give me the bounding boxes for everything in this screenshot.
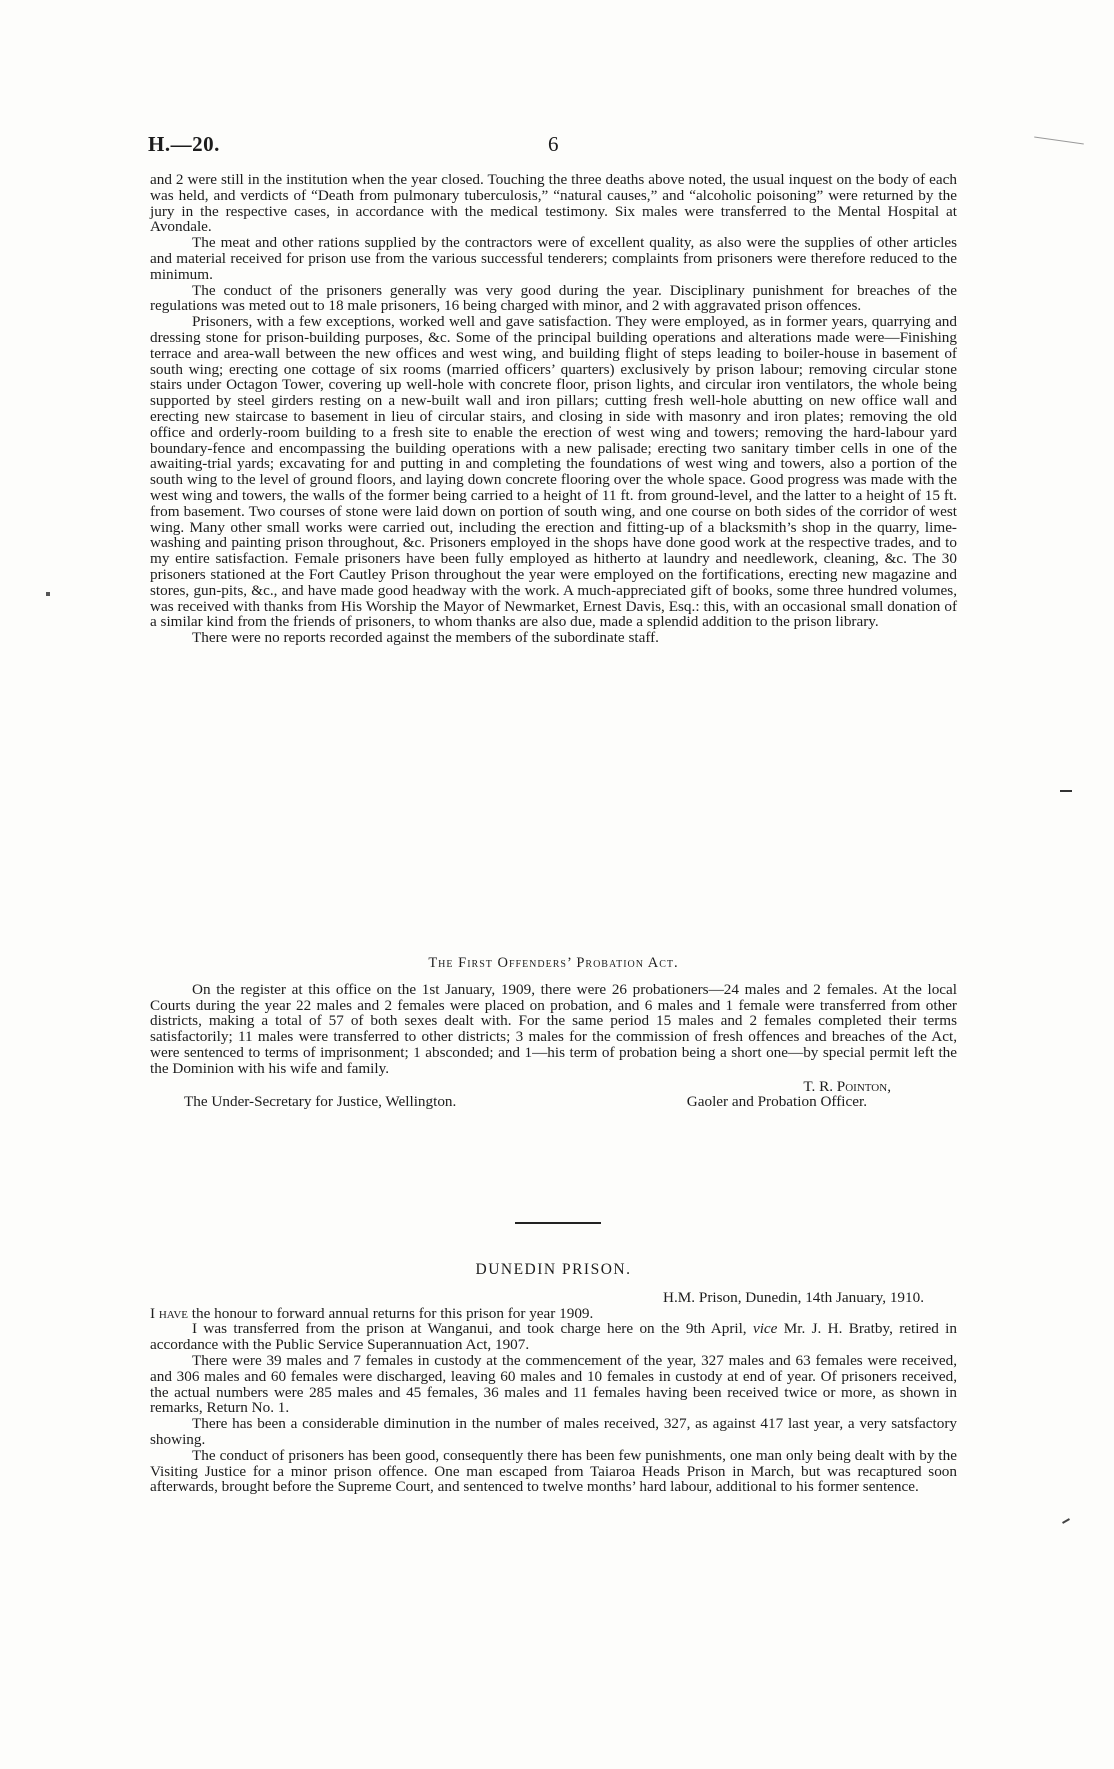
paragraph-employment: Prisoners, with a few exceptions, worked well and gave satisfaction. They were employed, as in former years, quarrying and dressing stone for prison-building purposes, &c. Some of the principal building operations and alterations made were—Finishing terrace and area-wall between the new offices and west wing, and building flight of steps leading to boiler-house in basement of south wing; erecting one cottage of six rooms (married officers’ quarters) exclusively by prison labour; removing circular stone stairs under Octagon Tower, covering up well-hole with concrete floor, prison lights, and circular iron ventilators, the whole being supported by steel girders resting on a new-built wall and iron pillars; cutting fresh well-hole abutting on new office wall and erecting new staircase to basement in lieu of circular stairs, and closing in side with masonry and iron plates; removing the old office and orderly-room building to a fresh site to enable the erection of west wing and towers; removing the hard-labour yard boundary-fence and encompassing the building operations with a new palisade; erecting two sanitary timber cells in one of the awaiting-trial yards; excavating for and putting in and completing the foundations of west wing and towers, also a portion of the south wing to the level of ground floors, and laying down concrete flooring over the whole space. Good progress was made with the west wing and towers, the walls of the former being carried to a height of 11 ft. from ground-level, and the latter to a height of 15 ft. from basement. Two courses of stone were laid down on portion of south wing, and one course on both sides of the corridor of west wing. Many other small works were carried out, including the erection and fitting-up of a blacksmith’s shop in the quarry, lime-washing and painting prison throughout, &c. Prisoners employed in the shops have done good work at the respective trades, and to my entire satisfaction. Female prisoners have been fully employed as hitherto at laundry and needlework, cleaning, &c. The 30 prisoners stationed at the Fort Cautley Prison throughout the year were employed on the fortifications, erecting new magazine and stores, gun-pits, &c., and have made good headway with the work. A much-appreciated gift of books, some three hundred volumes, was received with thanks from His Worship the Mayor of Newmarket, Ernest Davis, Esq.: this, with an occasional small donation of a similar kind from the friends of prisoners, to whom thanks are also due, made a splendid addition to the prison library. — [150, 313, 957, 631]
addressee: The Under-Secretary for Justice, Wellington. — [184, 1093, 457, 1111]
page-number: 6 — [548, 132, 559, 156]
opening-rest: the honour to forward annual returns for this prison for year 1909. — [188, 1304, 594, 1322]
scan-mark — [46, 592, 50, 596]
paragraph-staff: There were no reports recorded against the members of the subordinate staff. — [192, 629, 659, 647]
dunedin-opening — [150, 1306, 957, 1322]
scan-mark — [1060, 790, 1072, 792]
dunedin-section — [150, 1262, 957, 1495]
dunedin-heading: DUNEDIN PRISON. — [475, 1261, 632, 1278]
transfer-vice: vice — [752, 1320, 778, 1338]
report-reference: H.—20. — [148, 132, 220, 156]
section-divider — [515, 1222, 601, 1224]
probation-heading: The First Offenders’ Probation Act. — [428, 955, 679, 971]
dunedin-conduct: The conduct of prisoners has been good, consequently there has been few punishments, one man only being dealt with by the Visiting Justice for a minor prison offence. One man escaped from Taiaroa Heads Prison in March, but was recaptured soon afterwards, brought before the Supreme Court, and sentenced to twelve months’ hard labour, additional to his former sentence. — [150, 1446, 957, 1496]
signature-row — [150, 1094, 957, 1110]
transfer-text-a: I was transferred from the prison at Wanganui, and took charge here on the 9th April, — [192, 1320, 753, 1338]
body-section — [150, 172, 957, 646]
signature-title: Gaoler and Probation Officer. — [686, 1093, 867, 1111]
dunedin-transfer — [150, 1321, 957, 1353]
paragraph-rations: The meat and other rations supplied by the contractors were of excellent quality, as also were the supplies of other articles and material received for prison use from the various successful tenderers; complaints from prisoners were therefore reduced to the minimum. — [150, 234, 957, 283]
probation-section — [150, 956, 957, 1110]
dunedin-dateline: H.M. Prison, Dunedin, 14th January, 1910. — [663, 1288, 924, 1306]
dunedin-custody: There were 39 males and 7 females in custody at the commencement of the year, 327 males and 63 females were received, and 306 males and 60 females were discharged, leaving 60 males and 10 females in custody at end of year. Of prisoners received, the actual numbers were 285 males and 45 females, 36 males and 11 females having been received twice or more, as shown in remarks, Return No. 1. — [150, 1351, 957, 1417]
paragraph-conduct: The conduct of the prisoners generally was very good during the year. Disciplinary punishment for breaches of the regulations was meted out to 18 male prisoners, 16 being charged with minor, and 2 with aggravated prison offences. — [150, 281, 957, 315]
scan-mark — [1034, 137, 1084, 145]
probation-paragraph: On the register at this office on the 1st January, 1909, there were 26 probationers—24 males and 2 females. At the local Courts during the year 22 males and 2 females were placed on probation, and 6 males and 1 female were transferred from other districts, making a total of 57 of both sexes dealt with. For the same period 15 males and 2 females completed their terms satisfactorily; 11 males were transferred to other districts; 3 males for the commission of fresh offences and breaches of the Act, were sentenced to terms of imprisonment; 1 absconded; and 1—his term of probation being a short one—by special permit left the the Dominion with his wife and family. — [150, 980, 957, 1077]
signature-name: T. R. Pointon, — [803, 1077, 891, 1095]
paragraph-deaths: and 2 were still in the institution when the year closed. Touching the three deaths above noted, the usual inquest on the body of each was held, and verdicts of “Death from pulmonary tuberculosis,” “natural causes,” and “alcoholic poisoning” were returned by the jury in the respective cases, in accordance with the medical testimony. Six males were transferred to the Mental Hospital at Avondale. — [150, 171, 957, 236]
transfer-text-b: Mr. J. H. Bratby, retired in accordance with the Public Service Superannuation Act, 1907. — [150, 1320, 957, 1354]
scan-mark — [1062, 1518, 1070, 1524]
opening-caps: I have — [150, 1304, 188, 1322]
dunedin-diminution: There has been a considerable diminution in the number of males received, 327, as against 417 last year, a very satsfactory showing. — [150, 1415, 957, 1448]
